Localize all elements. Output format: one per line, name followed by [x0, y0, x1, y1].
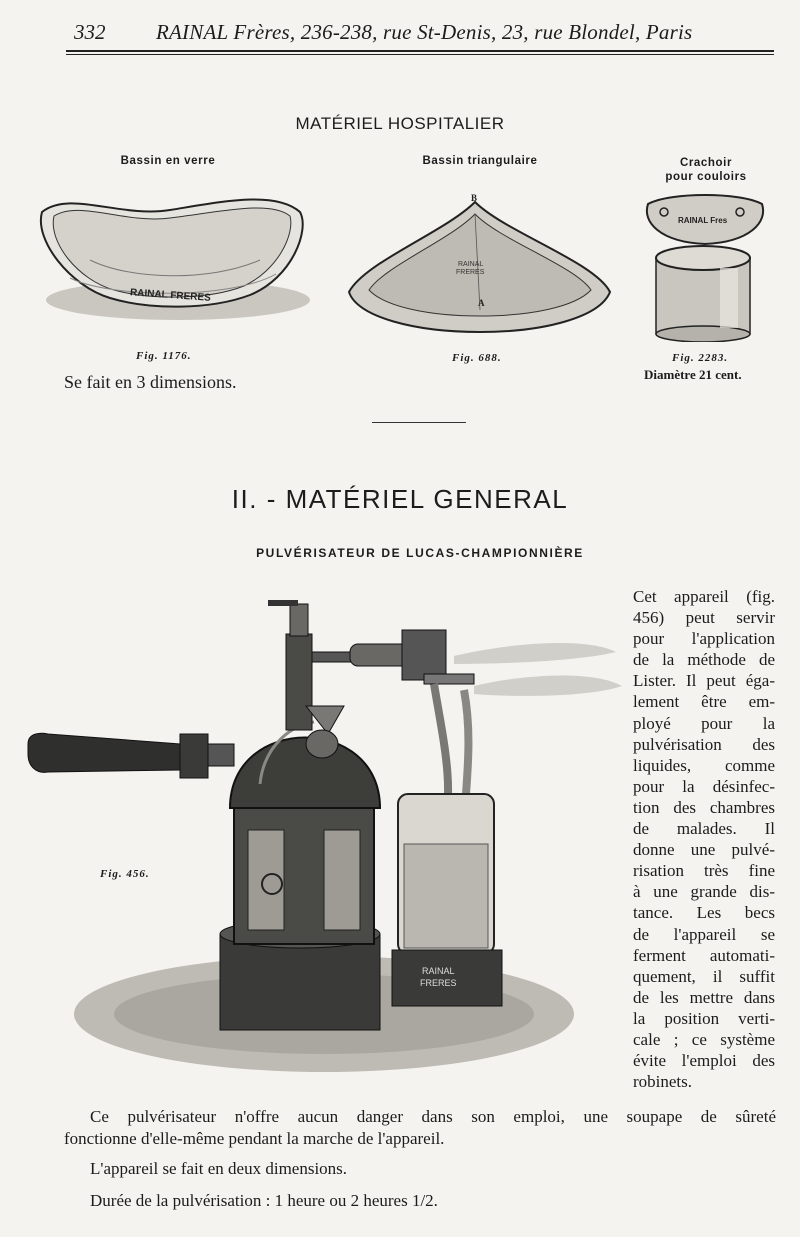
fig-2283-label: Fig. 2283. — [672, 352, 729, 364]
safety-paragraph — [64, 1106, 776, 1150]
triangular-basin-stamp-1: RAINAL — [458, 261, 484, 268]
description-line: risation très fine — [633, 861, 775, 881]
safety-paragraph-line1: Ce pulvérisateur n'offre aucun danger dans son emploi, une soupape de sûreté — [90, 1107, 776, 1126]
caption-spittoon-line2: pour couloirs — [665, 171, 747, 183]
description-line: pour la désinfec- — [633, 776, 775, 796]
description-line: liquides, comme — [633, 755, 775, 775]
description-line: quement, il suffit — [633, 966, 775, 986]
caption-glass-basin: Bassin en verre — [120, 155, 216, 167]
triangular-basin-illustration — [345, 192, 615, 337]
sprayer-stamp-1: RAINAL — [422, 966, 455, 976]
description-line: ployé pour la — [633, 713, 775, 733]
section-2-title: II. - MATÉRIEL GENERAL — [231, 484, 569, 514]
description-line: tance. Les becs — [633, 903, 775, 923]
description-line: de malades. Il — [633, 819, 775, 839]
dimensions-note: Se fait en 3 dimensions. — [64, 372, 237, 392]
description-line: robinets. — [633, 1072, 693, 1092]
description-line: tion des chambres — [633, 797, 775, 817]
glass-basin-illustration — [30, 190, 320, 330]
subsection-title: PULVÉRISATEUR DE LUCAS-CHAMPIONNIÈRE — [256, 546, 584, 560]
description-line: ferment automati- — [633, 945, 775, 965]
sprayer-illustration — [24, 594, 624, 1084]
description-line: Cet appareil (fig. — [633, 587, 775, 606]
running-head: RAINAL Frères, 236-238, rue St-Denis, 23, rue Blondel, Paris — [156, 20, 693, 44]
description-line: pulvérisation des — [633, 734, 775, 754]
description-line: Lister. Il peut éga- — [633, 671, 775, 691]
header-rule — [66, 50, 774, 55]
section-title: MATÉRIEL HOSPITALIER — [295, 114, 505, 133]
sprayer-description — [633, 586, 775, 1092]
spittoon-illustration — [640, 192, 770, 342]
glass-basin-stamp: RAINAL FRERES — [129, 287, 212, 304]
spittoon-stamp: RAINAL Fres — [678, 216, 728, 225]
fig-688-label: Fig. 688. — [452, 352, 502, 364]
description-line: lement être em- — [633, 692, 775, 712]
fig-1176-label: Fig. 1176. — [136, 350, 192, 362]
description-line: évite l'emploi des — [633, 1051, 775, 1071]
sprayer-stamp-2: FRERES — [420, 978, 457, 988]
diameter-note: Diamètre 21 cent. — [644, 367, 742, 382]
description-line: donne une pulvé- — [633, 840, 775, 860]
description-line: 456) peut servir — [633, 608, 775, 628]
duration-paragraph: Durée de la pulvérisation : 1 heure ou 2 heures 1/2. — [90, 1191, 438, 1210]
description-line: de les mettre dans — [633, 987, 775, 1007]
description-line: la position verti- — [633, 1008, 775, 1028]
caption-spittoon — [636, 156, 776, 184]
page-number: 332 — [74, 20, 106, 44]
section-divider — [372, 422, 466, 423]
triangular-basin-mark-b: B — [471, 193, 478, 203]
safety-paragraph-line2: fonctionne d'elle-même pendant la marche de l'appareil. — [64, 1129, 445, 1148]
sizes-paragraph: L'appareil se fait en deux dimensions. — [90, 1159, 348, 1178]
description-line: de la méthode de — [633, 650, 775, 670]
fig-456-label: Fig. 456. — [100, 868, 150, 880]
description-line: de l'appareil se — [633, 924, 775, 944]
caption-triangular-basin: Bassin triangulaire — [422, 155, 538, 167]
description-line: à une grande dis- — [633, 882, 775, 902]
caption-spittoon-line1: Crachoir — [679, 157, 733, 169]
triangular-basin-stamp-2: FRERES — [456, 269, 485, 276]
description-line: pour l'application — [633, 629, 775, 649]
description-line: cale ; ce système — [633, 1029, 775, 1049]
triangular-basin-mark-a: A — [478, 298, 485, 308]
